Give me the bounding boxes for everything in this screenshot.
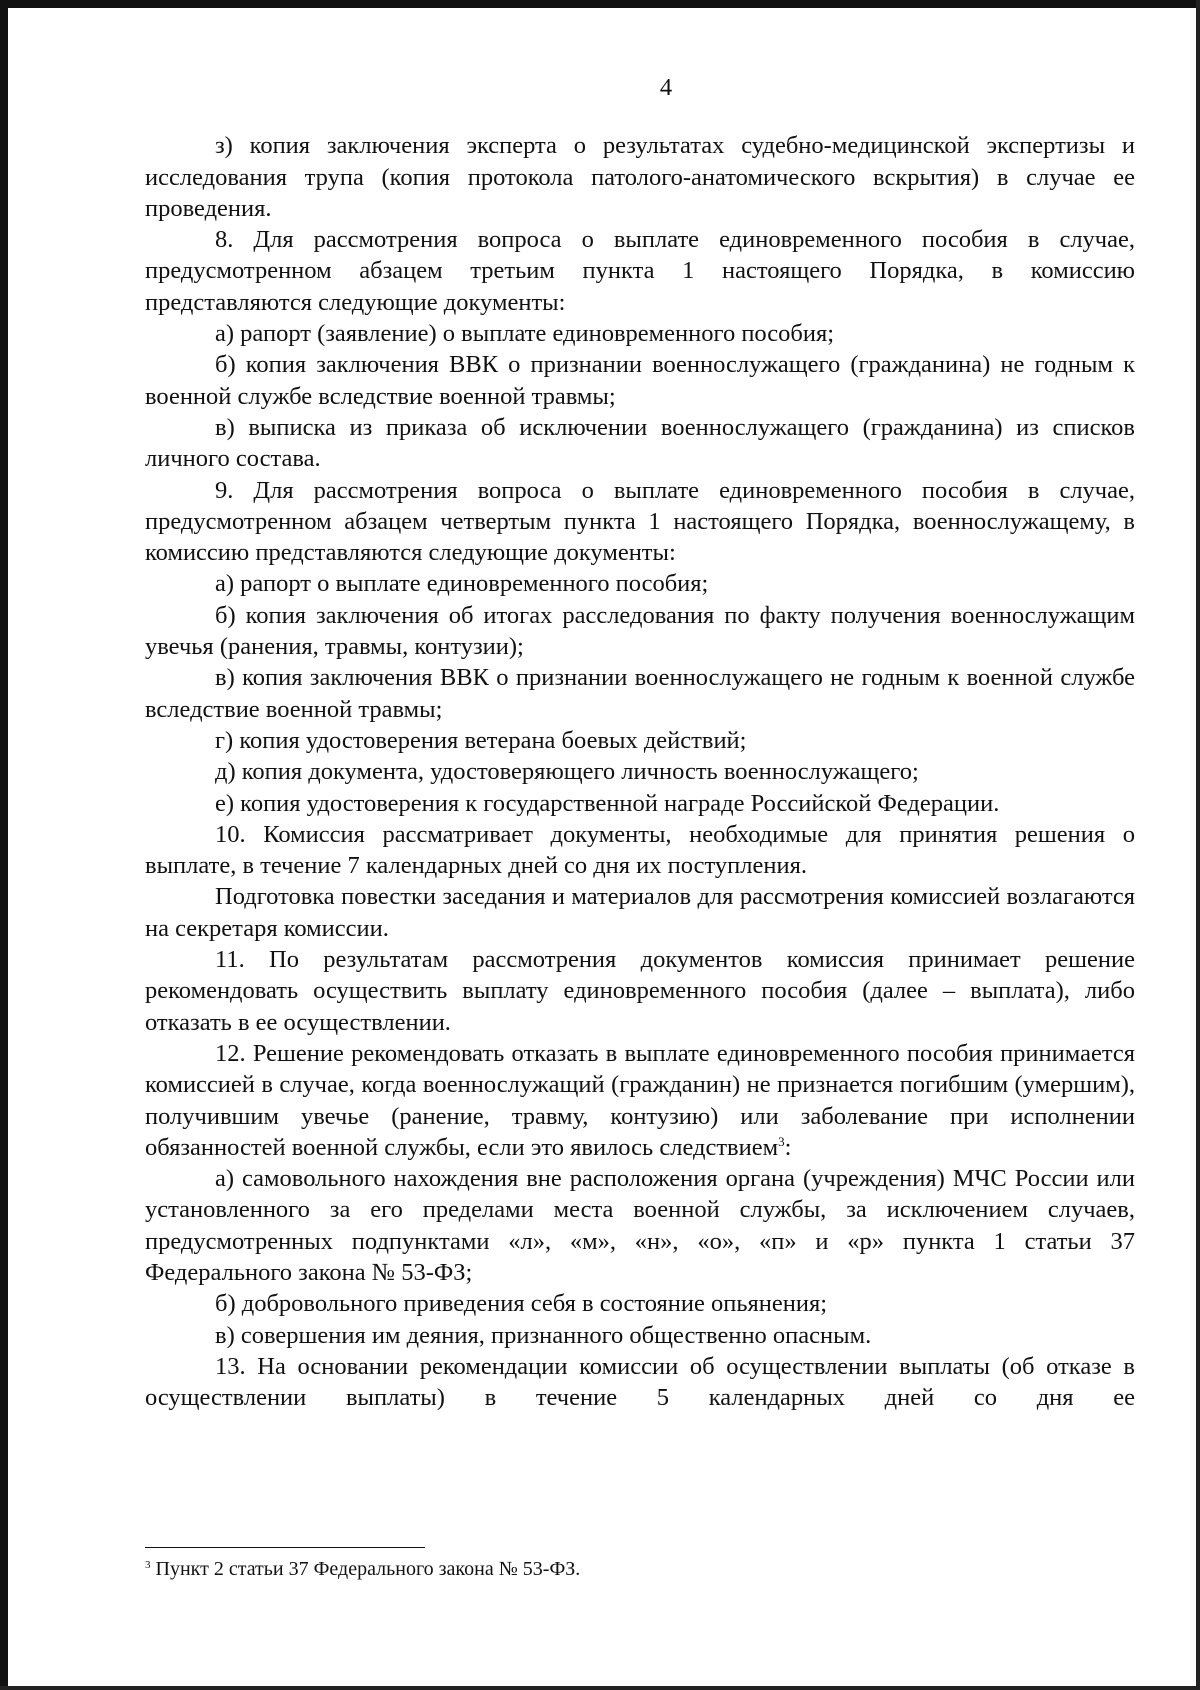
footnote-area [145, 1547, 1135, 1582]
paragraph-clause-12 [145, 1038, 1135, 1163]
paragraph-item-v: в) совершения им деяния, признанного общественно опасным. [215, 1321, 872, 1349]
paragraph-item-z: з) копия заключения эксперта о результатах судебно-медицинской экспертизы и исследования трупа (копия протокола патолого-анатомического вскрытия) в случае ее проведения. [145, 132, 1135, 222]
page-number: 4 [659, 74, 673, 101]
footnote-marker: 3 [145, 1559, 151, 1571]
scan-border-top [0, 0, 1200, 8]
paragraph-item-g: г) копия удостоверения ветерана боевых действий; [215, 726, 747, 754]
paragraph-agenda-preparation: Подготовка повестки заседания и материалов для рассмотрения комиссией возлагаются на секретаря комиссии. [145, 883, 1135, 942]
paragraph-item-e: е) копия удостоверения к государственной награде Российской Федерации. [215, 789, 1000, 817]
scan-border-bottom [0, 1686, 1200, 1690]
scan-border-right [1196, 0, 1200, 1690]
footnote-reference: 3 [778, 1133, 785, 1149]
paragraph-clause-8: 8. Для рассмотрения вопроса о выплате единовременного пособия в случае, предусмотренном абзацем третьим пункта 1 настоящего Порядка, в комиссию представляются следующие документы: [145, 226, 1135, 316]
paragraph-item-a: а) рапорт о выплате единовременного пособия; [215, 570, 709, 598]
paragraph-clause-10: 10. Комиссия рассматривает документы, необходимые для принятия решения о выплате, в течение 7 календарных дней со дня их поступления. [145, 820, 1135, 880]
paragraph-item-b: б) добровольного приведения себя в состояние опьянения; [215, 1290, 828, 1318]
footnote [145, 1556, 1135, 1582]
paragraph-clause-12-colon: : [784, 1133, 792, 1161]
paragraph-item-b: б) копия заключения об итогах расследования по факту получения военнослужащим увечья (ранения, травмы, контузии); [145, 601, 1135, 661]
paragraph-item-v: в) выписка из приказа об исключении военнослужащего (гражданина) из списков личного состава. [145, 413, 1135, 473]
paragraph-item-a: а) рапорт (заявление) о выплате единовременного пособия; [215, 320, 835, 348]
footnote-text: Пункт 2 статьи 37 Федерального закона № 53-ФЗ. [150, 1558, 581, 1580]
paragraph-clause-13: 13. На основании рекомендации комиссии об осуществлении выплаты (об отказе в осуществлении выплаты) в течение 5 календарных дней со дня ее [145, 1352, 1135, 1412]
paragraph-item-v: в) копия заключения ВВК о признании военнослужащего не годным к военной службе вследствие военной травмы; [145, 664, 1135, 723]
footnote-separator [145, 1547, 425, 1548]
paragraph-item-d: д) копия документа, удостоверяющего личность военнослужащего; [215, 758, 919, 786]
scan-border-left [0, 0, 8, 1690]
document-page [145, 72, 1135, 1413]
paragraph-item-a: а) самовольного нахождения вне расположения органа (учреждения) МЧС России или установленного за его пределами места военной службы, за исключением случаев, предусмотренных подпунктами «л», «м», «н», «о», «п» и «р» пункта 1 статьи 37 Федерального закона № 53-ФЗ; [145, 1165, 1135, 1286]
paragraph-item-b: б) копия заключения ВВК о признании военнослужащего (гражданина) не годным к военной службе вследствие военной травмы; [145, 351, 1135, 410]
paragraph-clause-12-text: 12. Решение рекомендовать отказать в выплате единовременного пособия принимается комиссией в случае, когда военнослужащий (гражданин) не признается погибшим (умершим), получившим увечье (ранение, травму, контузию) или заболевание при исполнении обязанностей военной службы, если это явилось следствием [145, 1039, 1135, 1161]
paragraph-clause-9: 9. Для рассмотрения вопроса о выплате единовременного пособия в случае, предусмотренном абзацем четвертым пункта 1 настоящего Порядка, военнослужащему, в комиссию представляются следующие документы: [145, 476, 1135, 567]
paragraph-clause-11: 11. По результатам рассмотрения документов комиссия принимает решение рекомендовать осуществить выплату единовременного пособия (далее – выплата), либо отказать в ее осуществлении. [145, 946, 1135, 1036]
